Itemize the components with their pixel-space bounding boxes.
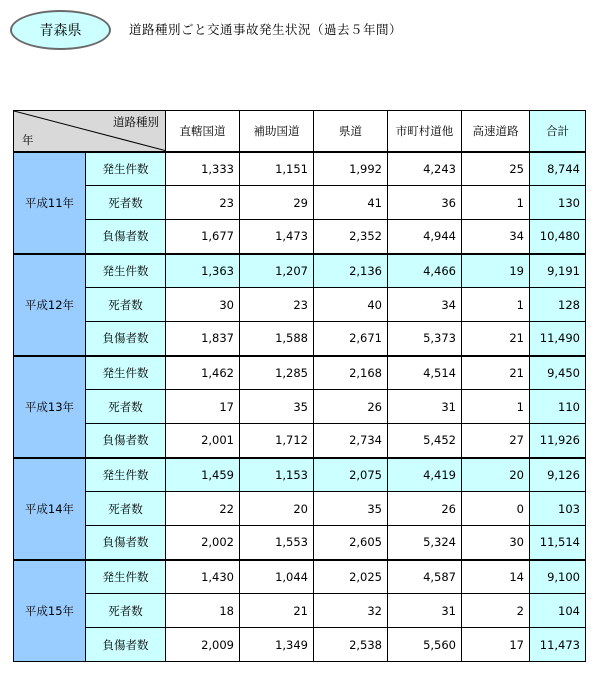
total-cell: 103 (530, 492, 586, 526)
value-cell: 1,473 (240, 220, 314, 254)
value-cell: 1,553 (240, 526, 314, 560)
row-label: 発生件数 (86, 458, 166, 492)
column-header-municipal: 市町村道他 (388, 111, 462, 152)
value-cell: 31 (388, 594, 462, 628)
value-cell: 20 (462, 458, 530, 492)
value-cell: 21 (240, 594, 314, 628)
value-cell: 2,001 (166, 424, 240, 458)
table-row (14, 594, 586, 628)
table-row (14, 322, 586, 356)
value-cell: 30 (166, 288, 240, 322)
value-cell: 4,587 (388, 560, 462, 594)
value-cell: 23 (240, 288, 314, 322)
value-cell: 1,459 (166, 458, 240, 492)
table-row (14, 254, 586, 288)
total-cell: 8,744 (530, 152, 586, 186)
total-cell: 9,450 (530, 356, 586, 390)
table-row (14, 492, 586, 526)
value-cell: 2,075 (314, 458, 388, 492)
total-cell: 11,490 (530, 322, 586, 356)
corner-road-type-label: 道路種別 (113, 115, 159, 129)
value-cell: 35 (240, 390, 314, 424)
row-label: 死者数 (86, 288, 166, 322)
column-header-national: 直轄国道 (166, 111, 240, 152)
prefecture-label: 青森県 (39, 23, 82, 39)
value-cell: 2 (462, 594, 530, 628)
value-cell: 1,837 (166, 322, 240, 356)
value-cell: 36 (388, 186, 462, 220)
value-cell: 5,560 (388, 628, 462, 662)
value-cell: 2,671 (314, 322, 388, 356)
value-cell: 1,462 (166, 356, 240, 390)
row-label: 死者数 (86, 390, 166, 424)
value-cell: 2,352 (314, 220, 388, 254)
value-cell: 1,677 (166, 220, 240, 254)
value-cell: 25 (462, 152, 530, 186)
value-cell: 40 (314, 288, 388, 322)
table-row (14, 152, 586, 186)
value-cell: 41 (314, 186, 388, 220)
row-label: 死者数 (86, 492, 166, 526)
value-cell: 1,430 (166, 560, 240, 594)
value-cell: 30 (462, 526, 530, 560)
total-cell: 130 (530, 186, 586, 220)
table-row (14, 186, 586, 220)
total-cell: 110 (530, 390, 586, 424)
total-cell: 11,926 (530, 424, 586, 458)
value-cell: 4,944 (388, 220, 462, 254)
value-cell: 1 (462, 186, 530, 220)
value-cell: 21 (462, 322, 530, 356)
value-cell: 5,373 (388, 322, 462, 356)
value-cell: 2,002 (166, 526, 240, 560)
row-label: 負傷者数 (86, 628, 166, 662)
corner-header (14, 111, 166, 152)
value-cell: 26 (388, 492, 462, 526)
value-cell: 34 (462, 220, 530, 254)
value-cell: 1,349 (240, 628, 314, 662)
value-cell: 4,514 (388, 356, 462, 390)
row-label: 負傷者数 (86, 322, 166, 356)
row-label: 負傷者数 (86, 526, 166, 560)
value-cell: 14 (462, 560, 530, 594)
table-row (14, 458, 586, 492)
total-cell: 104 (530, 594, 586, 628)
value-cell: 1,712 (240, 424, 314, 458)
value-cell: 21 (462, 356, 530, 390)
value-cell: 2,025 (314, 560, 388, 594)
value-cell: 0 (462, 492, 530, 526)
accident-table (13, 110, 586, 662)
value-cell: 1,207 (240, 254, 314, 288)
table-row (14, 288, 586, 322)
table-row (14, 424, 586, 458)
column-header-total: 合計 (530, 111, 586, 152)
value-cell: 20 (240, 492, 314, 526)
value-cell: 1,151 (240, 152, 314, 186)
value-cell: 4,419 (388, 458, 462, 492)
row-label: 発生件数 (86, 560, 166, 594)
value-cell: 17 (166, 390, 240, 424)
value-cell: 4,466 (388, 254, 462, 288)
value-cell: 26 (314, 390, 388, 424)
value-cell: 2,538 (314, 628, 388, 662)
value-cell: 22 (166, 492, 240, 526)
value-cell: 1,333 (166, 152, 240, 186)
column-header-prefectural: 県道 (314, 111, 388, 152)
total-cell: 11,473 (530, 628, 586, 662)
value-cell: 29 (240, 186, 314, 220)
year-cell: 平成11年 (14, 152, 86, 254)
year-cell: 平成14年 (14, 458, 86, 560)
value-cell: 1,153 (240, 458, 314, 492)
table-row (14, 526, 586, 560)
value-cell: 2,009 (166, 628, 240, 662)
column-header-subsidized: 補助国道 (240, 111, 314, 152)
value-cell: 1,363 (166, 254, 240, 288)
year-cell: 平成13年 (14, 356, 86, 458)
prefecture-badge (10, 10, 111, 50)
value-cell: 17 (462, 628, 530, 662)
total-cell: 128 (530, 288, 586, 322)
value-cell: 31 (388, 390, 462, 424)
value-cell: 1,992 (314, 152, 388, 186)
table-row (14, 390, 586, 424)
row-label: 死者数 (86, 594, 166, 628)
column-header-expressway: 高速道路 (462, 111, 530, 152)
value-cell: 1 (462, 288, 530, 322)
value-cell: 32 (314, 594, 388, 628)
year-cell: 平成12年 (14, 254, 86, 356)
row-label: 死者数 (86, 186, 166, 220)
table-row (14, 560, 586, 594)
value-cell: 35 (314, 492, 388, 526)
page-title: 道路種別ごと交通事故発生状況（過去５年間） (129, 22, 403, 37)
total-cell: 11,514 (530, 526, 586, 560)
value-cell: 5,324 (388, 526, 462, 560)
table-row (14, 220, 586, 254)
value-cell: 2,136 (314, 254, 388, 288)
value-cell: 1,285 (240, 356, 314, 390)
value-cell: 2,168 (314, 356, 388, 390)
year-cell: 平成15年 (14, 560, 86, 662)
table-row (14, 356, 586, 390)
value-cell: 19 (462, 254, 530, 288)
value-cell: 27 (462, 424, 530, 458)
row-label: 発生件数 (86, 254, 166, 288)
value-cell: 2,734 (314, 424, 388, 458)
value-cell: 23 (166, 186, 240, 220)
table-row (14, 628, 586, 662)
value-cell: 1,588 (240, 322, 314, 356)
value-cell: 18 (166, 594, 240, 628)
corner-year-label: 年 (22, 132, 34, 147)
total-cell: 9,100 (530, 560, 586, 594)
total-cell: 9,191 (530, 254, 586, 288)
value-cell: 1 (462, 390, 530, 424)
value-cell: 4,243 (388, 152, 462, 186)
value-cell: 5,452 (388, 424, 462, 458)
row-label: 負傷者数 (86, 220, 166, 254)
row-label: 発生件数 (86, 356, 166, 390)
total-cell: 9,126 (530, 458, 586, 492)
value-cell: 2,605 (314, 526, 388, 560)
total-cell: 10,480 (530, 220, 586, 254)
row-label: 発生件数 (86, 152, 166, 186)
value-cell: 1,044 (240, 560, 314, 594)
row-label: 負傷者数 (86, 424, 166, 458)
value-cell: 34 (388, 288, 462, 322)
